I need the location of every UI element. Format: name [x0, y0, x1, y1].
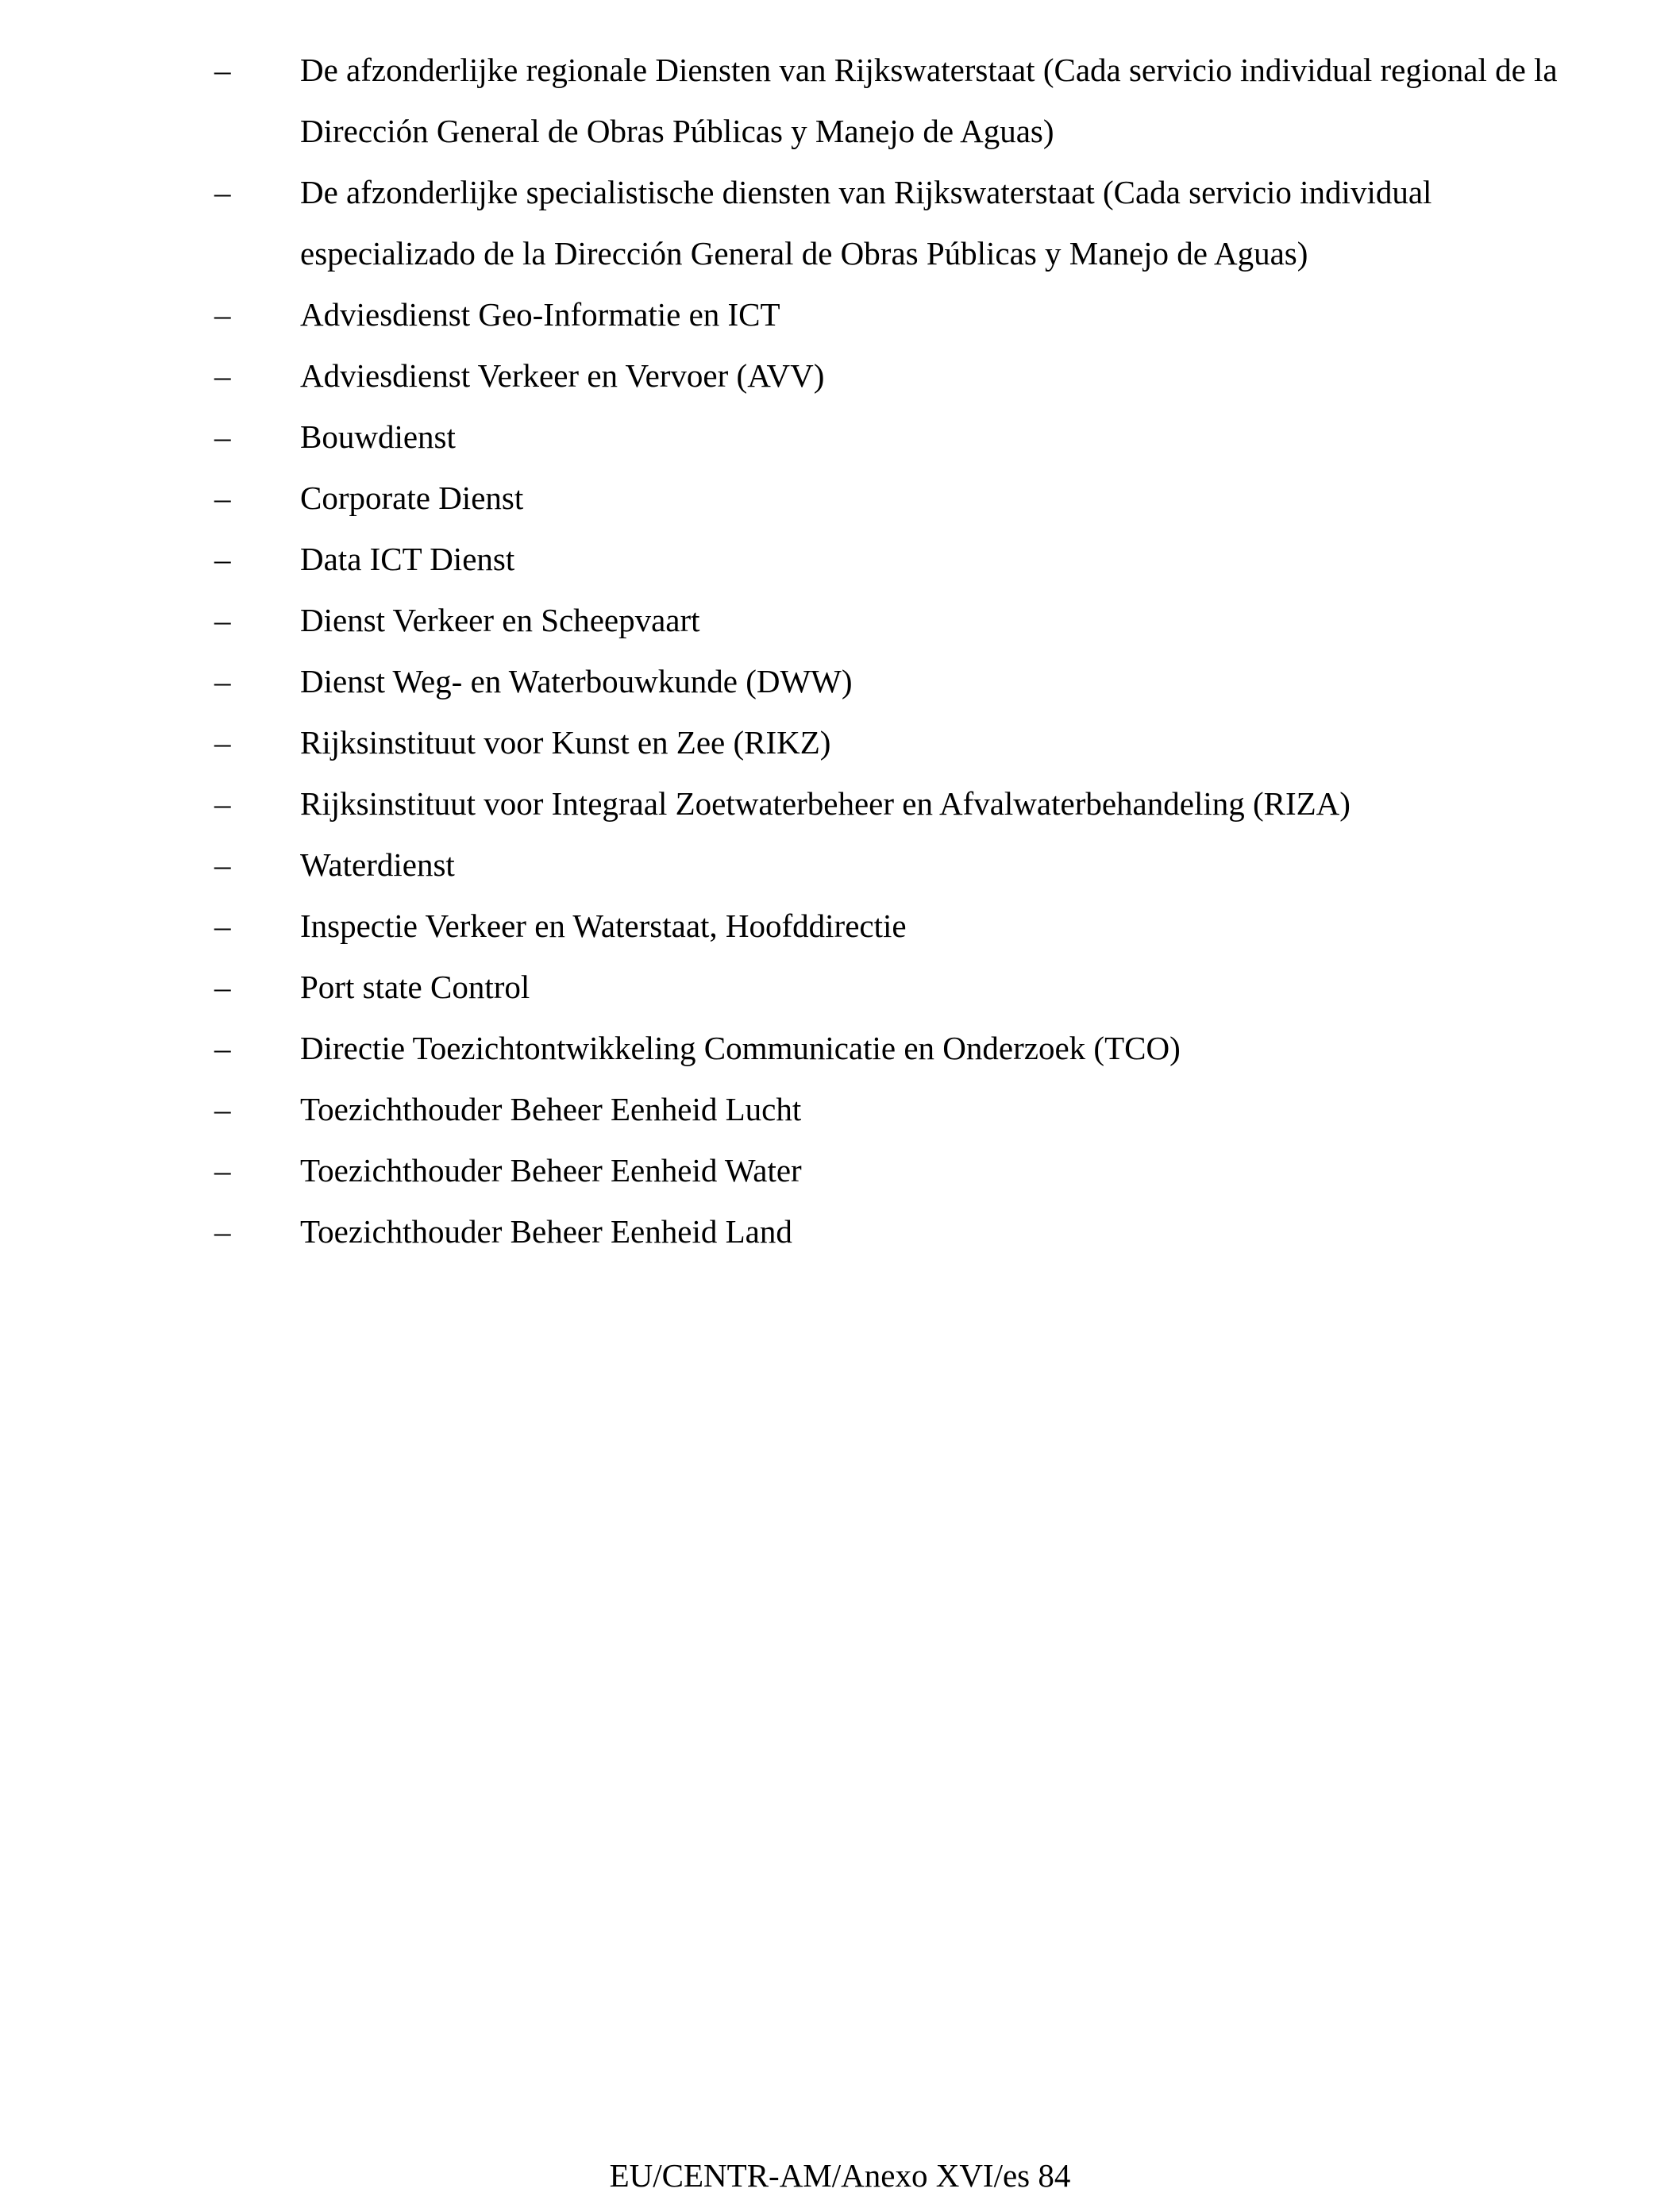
list-item — [214, 773, 1564, 834]
list-item-text: De afzonderlijke regionale Diensten van Rijkswaterstaat (Cada servicio individual regional de la Dirección General de Obras Públicas y Manejo de Aguas) — [300, 52, 1558, 149]
list-item — [214, 284, 1564, 345]
list-item — [214, 896, 1564, 957]
dash-bullet: – — [214, 296, 231, 333]
dash-bullet: – — [214, 602, 231, 638]
dash-bullet: – — [214, 663, 231, 699]
list-item — [214, 712, 1564, 773]
dash-bullet: – — [214, 52, 231, 88]
dash-bullet: – — [214, 357, 231, 394]
dash-bullet: – — [214, 785, 231, 822]
dash-bullet: – — [214, 969, 231, 1005]
list-item — [214, 1140, 1564, 1201]
list-item — [214, 40, 1564, 162]
list-item — [214, 590, 1564, 651]
list-item — [214, 162, 1564, 284]
list-item-text: Inspectie Verkeer en Waterstaat, Hoofddirectie — [300, 907, 907, 944]
dash-bullet: – — [214, 418, 231, 455]
list-item-text: Directie Toezichtontwikkeling Communicatie en Onderzoek (TCO) — [300, 1030, 1181, 1066]
dash-bullet: – — [214, 541, 231, 577]
organization-list — [214, 40, 1564, 1262]
list-item-text: Toezichthouder Beheer Eenheid Water — [300, 1152, 802, 1189]
list-item-text: Rijksinstituut voor Integraal Zoetwaterbeheer en Afvalwaterbehandeling (RIZA) — [300, 785, 1351, 822]
list-item-text: Corporate Dienst — [300, 480, 524, 516]
list-item — [214, 957, 1564, 1018]
list-item — [214, 468, 1564, 529]
list-item — [214, 529, 1564, 590]
list-item — [214, 407, 1564, 468]
list-item — [214, 1079, 1564, 1140]
dash-bullet: – — [214, 724, 231, 761]
dash-bullet: – — [214, 1152, 231, 1189]
list-item-text: Rijksinstituut voor Kunst en Zee (RIKZ) — [300, 724, 831, 761]
dash-bullet: – — [214, 1030, 231, 1066]
dash-bullet: – — [214, 174, 231, 210]
dash-bullet: – — [214, 907, 231, 944]
list-item — [214, 1018, 1564, 1079]
list-item-text: Adviesdienst Verkeer en Vervoer (AVV) — [300, 357, 825, 394]
dash-bullet: – — [214, 480, 231, 516]
dash-bullet: – — [214, 1213, 231, 1250]
dash-bullet: – — [214, 1091, 231, 1127]
list-item-text: De afzonderlijke specialistische diensten van Rijkswaterstaat (Cada servicio individual especializado de la Dirección General de Obras Públicas y Manejo de Aguas) — [300, 174, 1432, 272]
page-footer: EU/CENTR-AM/Anexo XVI/es 84 — [609, 2157, 1071, 2194]
list-item-text: Toezichthouder Beheer Eenheid Land — [300, 1213, 792, 1250]
list-item-text: Waterdienst — [300, 846, 455, 883]
list-item — [214, 651, 1564, 712]
dash-bullet: – — [214, 846, 231, 883]
list-item-text: Bouwdienst — [300, 418, 456, 455]
list-item — [214, 345, 1564, 407]
list-item — [214, 834, 1564, 896]
list-item-text: Dienst Weg- en Waterbouwkunde (DWW) — [300, 663, 853, 699]
list-item-text: Toezichthouder Beheer Eenheid Lucht — [300, 1091, 802, 1127]
list-item-text: Data ICT Dienst — [300, 541, 515, 577]
list-item-text: Adviesdienst Geo-Informatie en ICT — [300, 296, 780, 333]
list-item — [214, 1201, 1564, 1262]
list-item-text: Dienst Verkeer en Scheepvaart — [300, 602, 700, 638]
list-item-text: Port state Control — [300, 969, 530, 1005]
